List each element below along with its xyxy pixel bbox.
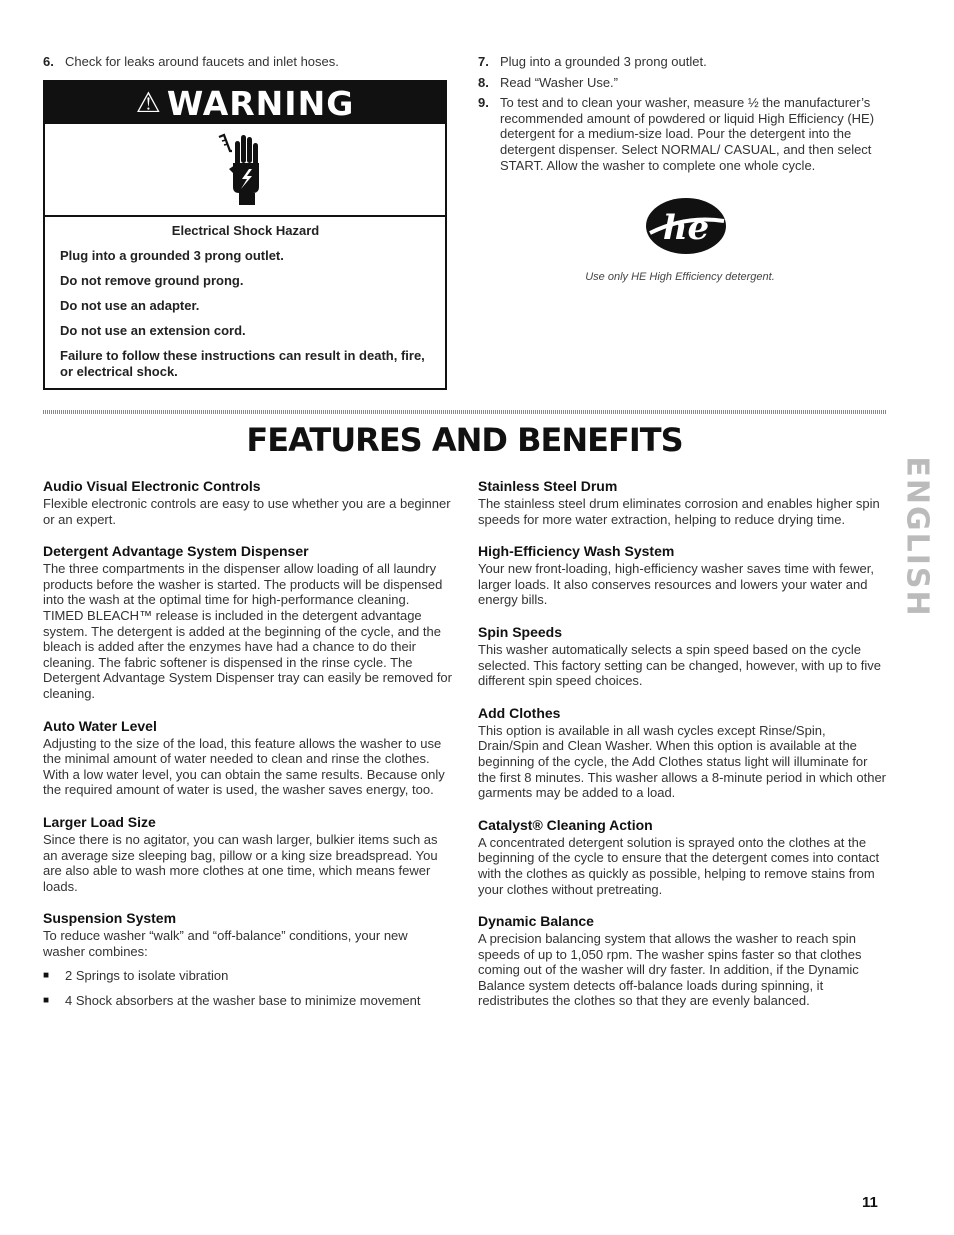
feature-body: This washer automatically selects a spin speed based on the cycle selected. This factory setting can be changed, however, with up to five different spin speed choices. [478, 641, 881, 689]
warning-line: Plug into a grounded 3 prong outlet. [60, 248, 284, 263]
feature-section [478, 817, 888, 897]
warning-box [43, 80, 447, 390]
warning-line: Failure to follow these instructions can result in death, fire, or electrical shock. [60, 348, 425, 379]
feature-body: Since there is no agitator, you can wash larger, bulkier items such as an average size sleeping bag, pillow or a king size breadspread. You are also able to wash more clothes at one time, which means fewer loads. [43, 831, 438, 894]
bullet-square-icon: ■ [43, 970, 50, 982]
feature-body: Flexible electronic controls are easy to use whether you are a beginner or an expert. [43, 496, 451, 527]
feature-title: Add Clothes [478, 704, 561, 721]
feature-body: Your new front-loading, high-efficiency washer saves time with fewer, larger loads. It also conserves resources and lowers your water and energy bills. [478, 561, 874, 608]
feature-title: Detergent Advantage System Dispenser [43, 543, 309, 560]
warning-line: Do not remove ground prong. [60, 273, 244, 288]
hand-lightning-icon [215, 131, 275, 209]
feature-body: A concentrated detergent solution is sprayed onto the clothes at the beginning of the cycle to ensure that the detergent comes into contact with the clothes as quickly as possible, helping to remove stains from your clothes without pretreating. [478, 834, 880, 897]
feature-body: This option is available in all wash cycles except Rinse/Spin, Drain/Spin and Clean Washer. When this option is available at the beginning of the cycle, the Add Clothes status light will illuminate for the first 8 minutes. This washer allows a 8-minute period in which other garments may be added to a load. [478, 722, 887, 801]
step-text: Plug into a grounded 3 prong outlet. [500, 54, 707, 69]
section-title: FEATURES AND BENEFITS [246, 421, 683, 459]
warning-line: Do not use an adapter. [60, 298, 200, 313]
feature-section [43, 718, 453, 798]
step-number: 6. [43, 54, 54, 69]
step-text: Read “Washer Use.” [500, 74, 618, 90]
bullet-square-icon: ■ [43, 995, 50, 1007]
features-column-right [478, 478, 888, 1025]
feature-section [478, 913, 888, 1009]
warning-title: WARNING [166, 83, 355, 123]
page-number: 11 [862, 1194, 878, 1211]
feature-title: Dynamic Balance [478, 913, 594, 930]
suspension-bullet-list [43, 968, 453, 1008]
step-number: 7. [478, 54, 489, 69]
bullet-item [43, 993, 453, 1009]
step-item [478, 54, 880, 70]
step-number: 8. [478, 74, 489, 90]
feature-body: To reduce washer “walk” and “off-balance” conditions, your new washer combines: [43, 928, 408, 959]
feature-title: Auto Water Level [43, 717, 157, 734]
hazard-label: Electrical Shock Hazard [171, 223, 320, 238]
steps-list-right [478, 54, 880, 178]
step-item [478, 75, 880, 91]
feature-section [43, 478, 453, 527]
feature-title: Spin Speeds [478, 623, 563, 640]
feature-title: Suspension System [43, 910, 177, 927]
feature-title: Stainless Steel Drum [478, 478, 618, 494]
warning-triangle-icon: ⚠ [135, 87, 161, 118]
feature-section [43, 543, 453, 701]
feature-title: Catalyst® Cleaning Action [478, 816, 653, 833]
feature-title: Audio Visual Electronic Controls [43, 478, 261, 494]
steps-list-left [43, 54, 453, 75]
feature-title: High-Efficiency Wash System [478, 543, 675, 560]
feature-body: The three compartments in the dispenser allow loading of all laundry products before the washer is started. The products will be dispensed into the wash at the optimal time for high-performance cleaning. TIMED BLEACH™ release is included in the detergent advantage system. The detergent is added at the beginning of the cycle, and the bleach is added after the enzymes have had a chance to do their cleaning. The fabric softener is dispensed in the rinse cycle. The Detergent Advantage System Dispenser tray can easily be removed for cleaning. [43, 561, 452, 701]
feature-body: Adjusting to the size of the load, this feature allows the washer to use the minimal amount of water needed to clean and rinse the clothes. With a low water level, you can obtain the same results. Because only the required amount of water is used, the washer saves energy, too. [43, 735, 445, 798]
step-item [478, 95, 880, 173]
shock-hazard-icon [45, 124, 445, 216]
feature-section [478, 478, 888, 527]
feature-section [478, 705, 888, 801]
language-label: ENGLISH [899, 456, 934, 618]
features-column-left [43, 478, 453, 1025]
feature-body: A precision balancing system that allows the washer to reach spin speeds of up to 1,050 rpm. The washer spins faster so that clothes coming out of the washer will dry faster. In addition, if the Dynamic Balance system detects off-balance loads during spinning, it redistributes the clothes so that they are evenly balanced. [478, 931, 862, 1009]
he-caption: Use only HE High Efficiency detergent. [585, 271, 775, 283]
warning-line: Do not use an extension cord. [60, 323, 246, 338]
step-item [43, 54, 453, 70]
step-number: 9. [478, 95, 489, 111]
section-divider [43, 410, 886, 414]
he-logo-text: he [662, 208, 710, 248]
bullet-text: 2 Springs to isolate vibration [65, 968, 229, 984]
feature-body: The stainless steel drum eliminates corrosion and enables higher spin speeds for more water extraction, helping to reduce drying time. [478, 496, 880, 527]
step-text: Check for leaks around faucets and inlet hoses. [65, 54, 339, 69]
feature-section [43, 814, 453, 894]
bullet-item [43, 968, 453, 984]
warning-body [60, 223, 431, 389]
feature-section [478, 543, 888, 608]
warning-divider [45, 215, 445, 217]
feature-title: Larger Load Size [43, 813, 156, 830]
bullet-text: 4 Shock absorbers at the washer base to minimize movement [65, 993, 421, 1009]
he-logo-icon [644, 195, 728, 257]
step-text: To test and to clean your washer, measure ½ the manufacturer’s recommended amount of powdered or liquid High Efficiency (HE) detergent for a medium-size load. Pour the detergent into the detergent dispenser. Select NORMAL/ CASUAL, and then select START. Allow the washer to complete one whole cycle. [500, 95, 875, 173]
feature-section [478, 624, 888, 689]
feature-section [43, 910, 453, 1008]
language-side-tab [899, 451, 934, 623]
warning-header [45, 82, 445, 124]
